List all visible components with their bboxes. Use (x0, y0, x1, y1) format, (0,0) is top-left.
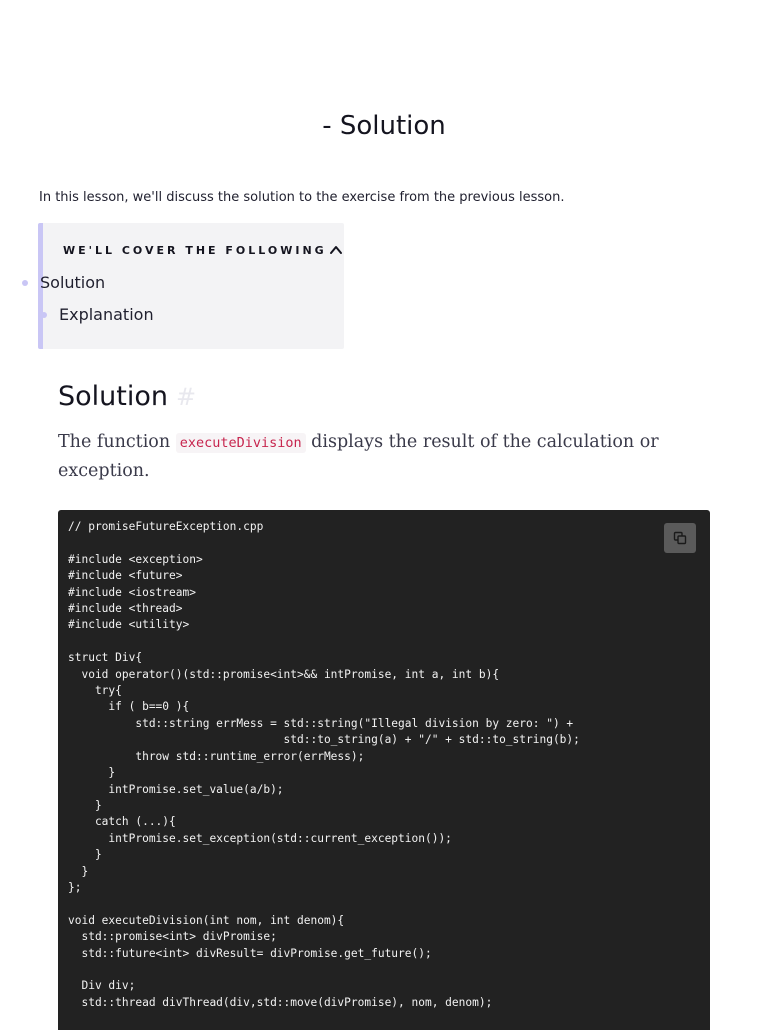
toc-item-label: Solution (40, 273, 106, 292)
toc-header-label: WE'LL COVER THE FOLLOWING (63, 243, 327, 257)
anchor-link[interactable]: # (176, 383, 197, 411)
copy-icon (673, 531, 687, 545)
code-text[interactable]: // promiseFutureException.cpp #include <exception> #include <future> #include <iostream> #include <thread> #include <utility> struct Div{ void operator()(std::promise<int>&& intPromise, int a, int b){ try{ if ( b==0 ){ std::string errMess = std::string("Illegal division by zero: ") + std::to_string(a) + "/" + std::to_string(b); throw std::runtime_error(errMess); } intPromise.set_value(a/b); } catch (...){ intPromise.set_exception(std::current_exception()); } } }; void executeDivision(int nom, int denom){ std::promise<int> divPromise; std::future<int> divResult= divPromise.get_future(); Div div; std::thread divThread(div,std::move(divPromise), nom, denom); (68, 520, 580, 1009)
chevron-up-icon (329, 243, 343, 257)
toc-item-solution[interactable] (22, 273, 105, 292)
lesson-intro: In this lesson, we'll discuss the solution to the exercise from the previous lesson. (39, 190, 565, 205)
inline-code: executeDivision (176, 433, 306, 453)
paragraph-text: The function (58, 432, 176, 452)
section-heading (58, 378, 196, 416)
bullet-icon (22, 280, 28, 286)
code-block (58, 510, 710, 1030)
toc-item-label: Explanation (59, 305, 154, 324)
toc-item-explanation[interactable] (41, 305, 154, 324)
copy-button[interactable] (664, 523, 696, 553)
section-paragraph (58, 428, 688, 485)
paragraph-text: displays the result of the calculation or exception. (58, 432, 659, 481)
toc-toggle[interactable] (63, 243, 343, 257)
section-heading-text: Solution (58, 381, 168, 412)
lesson-title: - Solution (322, 111, 446, 141)
bullet-icon (41, 312, 47, 318)
